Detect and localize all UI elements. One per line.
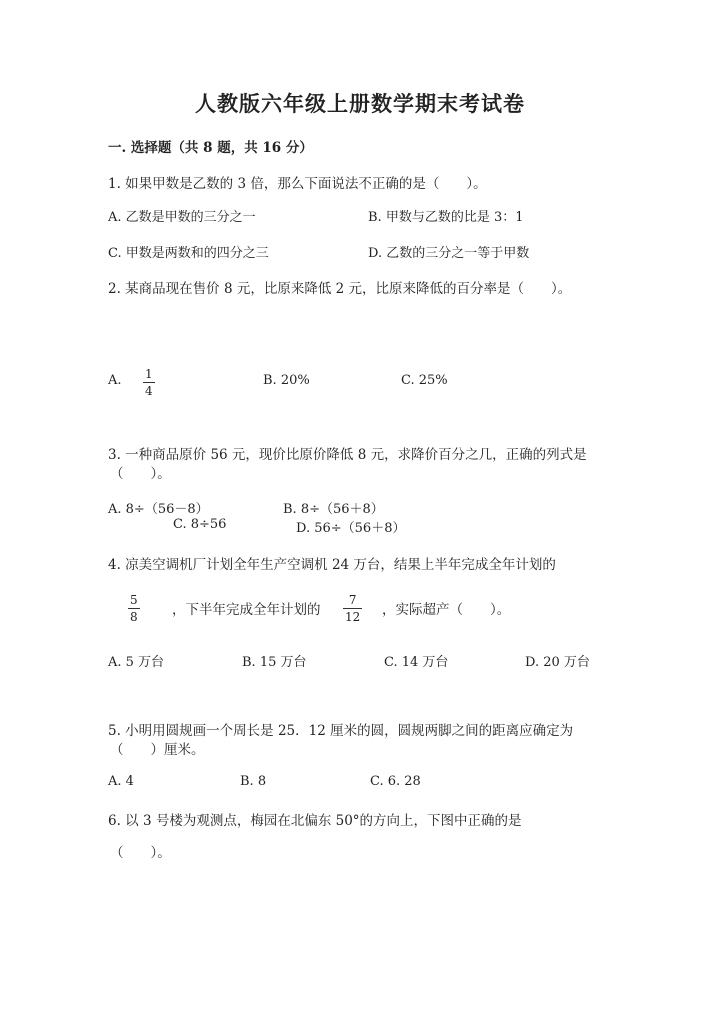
fraction-denominator: 12: [345, 610, 361, 624]
question-3-option-a: A. 8÷（56－8）: [108, 502, 209, 517]
question-6-stem-line-1: 6. 以 3 号楼为观测点，梅园在北偏东 50°的方向上，下图中正确的是: [108, 813, 522, 829]
question-2-option-a-fraction: [143, 368, 155, 397]
fraction-bar: [128, 608, 140, 609]
question-4-option-a: A. 5 万台: [108, 655, 165, 670]
question-5-option-b: B. 8: [240, 774, 267, 789]
section-heading: 一. 选择题（共 8 题，共 16 分）: [108, 140, 313, 156]
question-5-stem-line-1: 5. 小明用圆规画一个周长是 25．12 厘米的圆，圆规两脚之间的距离应确定为: [108, 723, 574, 739]
fraction-denominator: 4: [145, 384, 153, 398]
fraction-numerator: 7: [348, 593, 357, 607]
fraction-bar: [343, 608, 362, 609]
question-4-middle-text: ，下半年完成全年计划的: [172, 602, 321, 618]
question-5-stem-line-2: （ ）厘米。: [110, 742, 205, 758]
question-4-fraction-2: [343, 594, 362, 623]
question-6-stem-line-2: （ ）。: [110, 845, 171, 861]
question-4-stem: 4. 凉美空调机厂计划全年生产空调机 24 万台，结果上半年完成全年计划的: [108, 557, 556, 573]
question-5-option-a: A. 4: [108, 774, 134, 789]
question-1-option-c: C. 甲数是两数和的四分之三: [108, 246, 269, 261]
question-3-stem-line-2: （ ）。: [110, 466, 171, 482]
question-3-stem-line-1: 3. 一种商品原价 56 元，现价比原价降低 8 元，求降价百分之几，正确的列式是: [108, 447, 587, 463]
question-3-option-d: D. 56÷（56＋8）: [296, 521, 406, 536]
question-4-fraction-1: [128, 594, 140, 623]
question-1-stem: 1. 如果甲数是乙数的 3 倍，那么下面说法不正确的是（ ）。: [108, 176, 487, 192]
question-1-option-b: B. 甲数与乙数的比是 3：1: [368, 210, 524, 225]
question-1-option-a: A. 乙数是甲数的三分之一: [108, 210, 256, 225]
question-2-option-a-label: A.: [108, 373, 122, 388]
fraction-numerator: 5: [130, 593, 138, 607]
question-5-option-c: C. 6. 28: [370, 774, 421, 789]
question-2-option-b: B. 20%: [263, 373, 310, 388]
question-3-option-b: B. 8÷（56＋8）: [283, 502, 384, 517]
page-title: 人教版六年级上册数学期末考试卷: [195, 91, 525, 116]
question-3-option-c: C. 8÷56: [173, 517, 227, 532]
fraction-numerator: 1: [145, 367, 153, 381]
question-2-stem: 2. 某商品现在售价 8 元，比原来降低 2 元，比原来降低的百分率是（ ）。: [108, 281, 572, 297]
question-4-tail-text: ，实际超产（ ）。: [382, 602, 511, 618]
fraction-denominator: 8: [130, 610, 138, 624]
question-4-option-d: D. 20 万台: [525, 655, 590, 670]
question-2-option-c: C. 25%: [401, 373, 448, 388]
question-4-option-c: C. 14 万台: [384, 655, 449, 670]
question-4-option-b: B. 15 万台: [242, 655, 307, 670]
fraction-bar: [143, 382, 155, 383]
question-1-option-d: D. 乙数的三分之一等于甲数: [368, 246, 530, 261]
